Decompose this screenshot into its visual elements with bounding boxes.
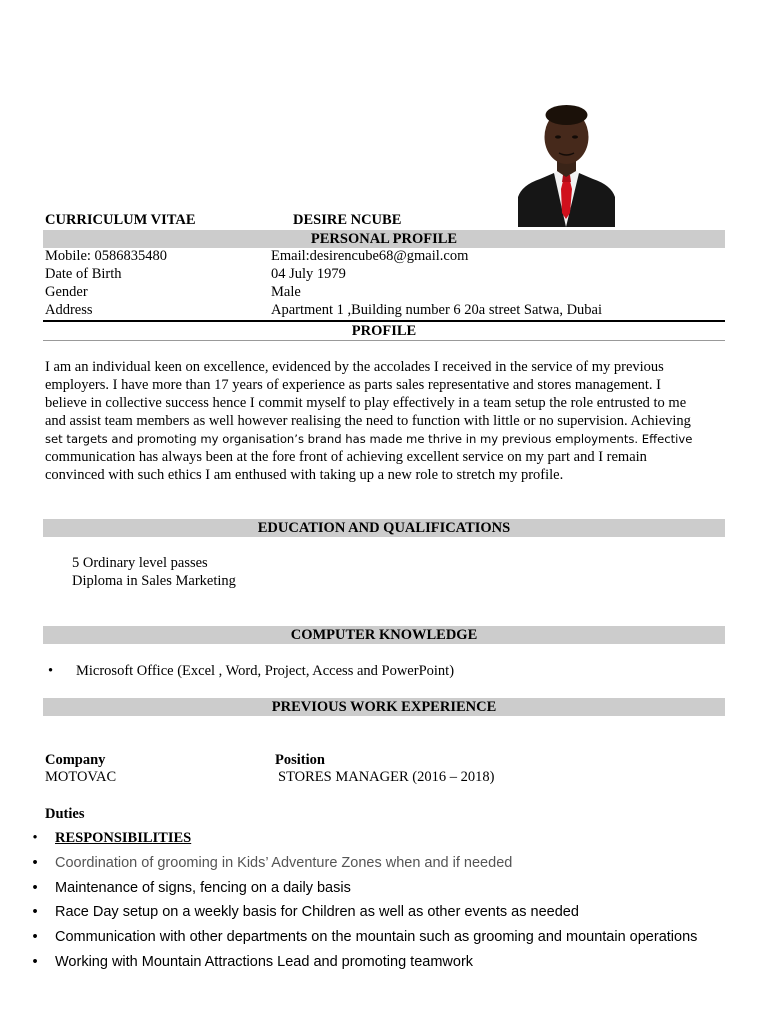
section-personal-profile: PERSONAL PROFILE xyxy=(43,230,725,248)
profile-line: employers. I have more than 17 years of experience as parts sales representative and stores management. I xyxy=(45,377,662,393)
profile-line: believe in collective success hence I commit myself to play effectively in a team setup the role entrusted to me xyxy=(45,395,687,411)
bullet-marker: • xyxy=(32,954,38,970)
mobile-number: Mobile: 0586835480 xyxy=(45,248,168,264)
section-education: EDUCATION AND QUALIFICATIONS xyxy=(43,519,725,537)
education-item: 5 Ordinary level passes xyxy=(72,555,208,571)
bullet-marker: • xyxy=(32,904,38,920)
profile-line: set targets and promoting my organisation’s brand has made me thrive in my previous employments. Effective xyxy=(45,432,693,446)
position-label: Position xyxy=(275,752,325,768)
profile-line: I am an individual keen on excellence, evidenced by the accolades I received in the service of my previous xyxy=(45,359,664,375)
profile-photo xyxy=(518,101,615,227)
address-value: Apartment 1 ,Building number 6 20a street Satwa, Dubai xyxy=(271,302,603,318)
profile-line: communication has always been at the fore front of achieving excellent service on my part and I remain xyxy=(45,449,647,465)
gender-label: Gender xyxy=(45,284,88,300)
profile-paragraph xyxy=(45,358,725,484)
bullet-marker: • xyxy=(48,663,54,679)
email-address: Email:desirencube68@gmail.com xyxy=(271,248,469,264)
bullet-marker: • xyxy=(32,830,38,846)
bullet-marker: • xyxy=(32,880,38,896)
duty-item: Working with Mountain Attractions Lead and promoting teamwork xyxy=(55,954,474,970)
portrait-image xyxy=(518,101,615,227)
duty-item: Maintenance of signs, fencing on a daily basis xyxy=(55,880,351,896)
divider-line xyxy=(43,340,725,341)
profile-line: convinced with such ethics I am enthused with taking up a new role to stretch my profile. xyxy=(45,467,564,483)
candidate-name: DESIRE NCUBE xyxy=(293,212,402,228)
company-label: Company xyxy=(45,752,106,768)
section-computer-knowledge: COMPUTER KNOWLEDGE xyxy=(43,626,725,644)
duty-item: Coordination of grooming in Kids’ Adventure Zones when and if needed xyxy=(55,855,513,871)
dob-label: Date of Birth xyxy=(45,266,122,282)
computer-skill-item: Microsoft Office (Excel , Word, Project, Access and PowerPoint) xyxy=(76,663,455,679)
gender-value: Male xyxy=(271,284,301,300)
dob-value: 04 July 1979 xyxy=(271,266,346,282)
company-name: MOTOVAC xyxy=(45,769,117,785)
profile-line: and assist team members as well however realising the need to function with little or no supervision. Achieving xyxy=(45,413,691,429)
document-title: CURRICULUM VITAE xyxy=(45,212,196,228)
position-title: STORES MANAGER (2016 – 2018) xyxy=(278,769,495,785)
address-label: Address xyxy=(45,302,93,318)
bullet-marker: • xyxy=(32,929,38,945)
duty-item: Communication with other departments on the mountain such as grooming and mountain operations xyxy=(55,929,698,945)
duties-label: Duties xyxy=(45,806,85,822)
bullet-marker: • xyxy=(32,855,38,871)
responsibilities-heading: RESPONSIBILITIES xyxy=(55,830,192,846)
education-item: Diploma in Sales Marketing xyxy=(72,573,236,589)
duty-item: Race Day setup on a weekly basis for Children as well as other events as needed xyxy=(55,904,579,920)
section-profile: PROFILE xyxy=(43,322,725,340)
section-work-experience: PREVIOUS WORK EXPERIENCE xyxy=(43,698,725,716)
